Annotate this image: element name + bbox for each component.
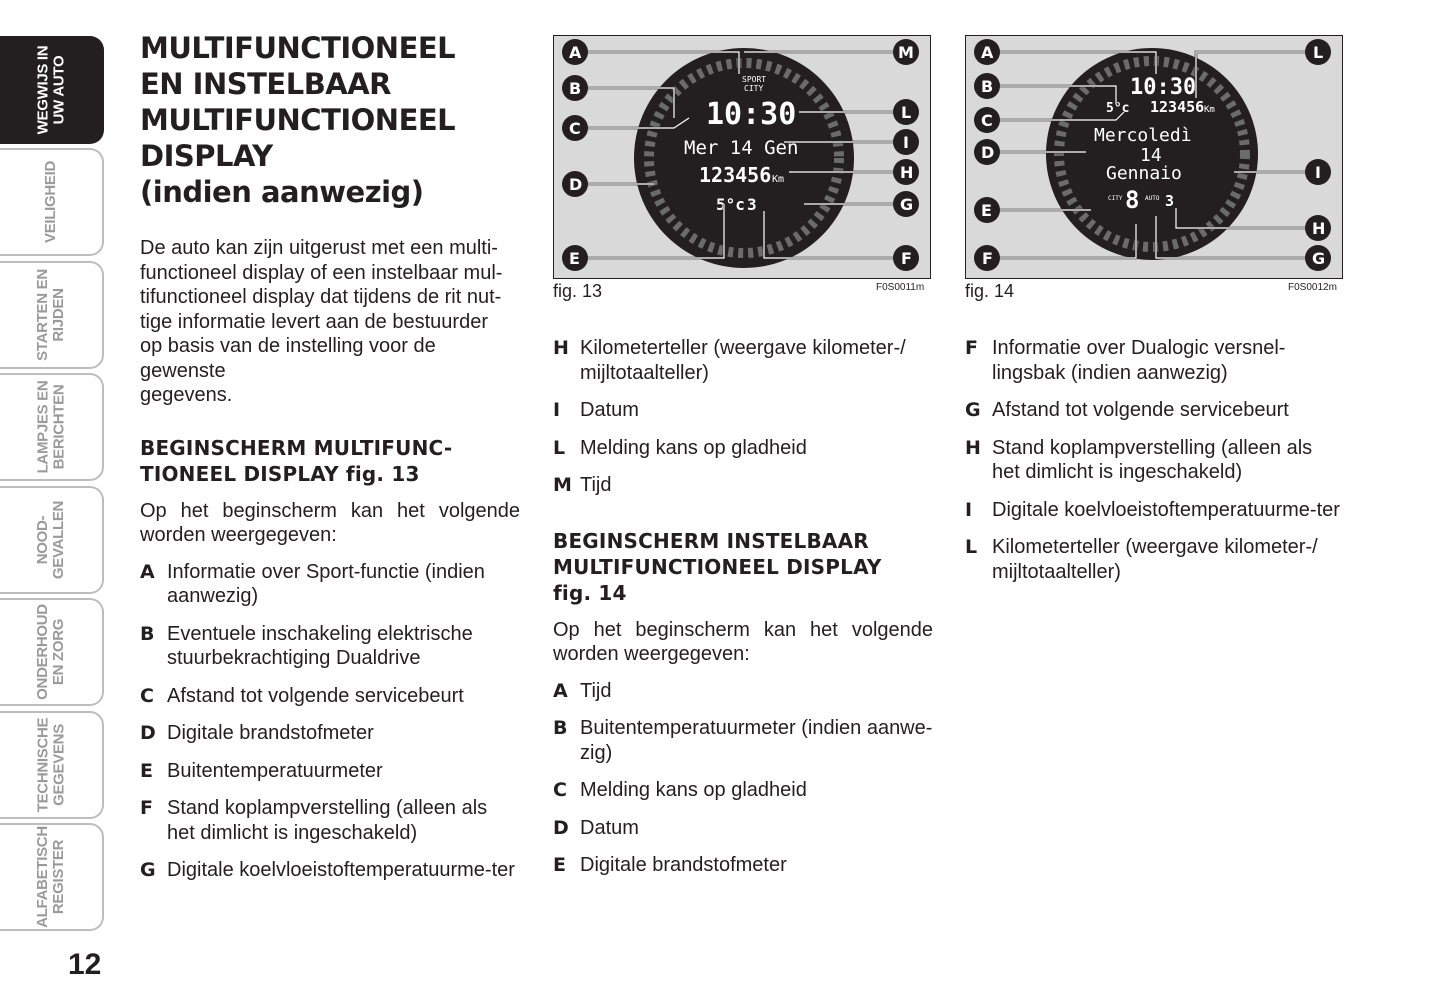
fig14-illustration — [966, 36, 1343, 279]
page-number: 12 — [68, 948, 102, 981]
list-item — [553, 816, 933, 841]
callout-label: A — [981, 43, 994, 62]
item-text: Datum — [580, 399, 639, 421]
lcd-month: Gennaio — [1106, 163, 1182, 184]
callouts-right — [1305, 39, 1331, 271]
section1-list — [140, 560, 520, 883]
lcd-gear: 8 — [1125, 186, 1140, 214]
section2-heading — [553, 528, 933, 606]
item-text: Tijd — [580, 474, 612, 496]
item-text: Kilometerteller (weergave kilometer-/ mijltotaalteller) — [580, 337, 906, 384]
list-item — [553, 336, 933, 385]
item-text: Afstand tot volgende servicebeurt — [992, 399, 1289, 421]
item-text: Informatie over Dualogic versnel-lingsbak (indien aanwezig) — [992, 337, 1286, 384]
list-item — [965, 535, 1345, 584]
item-letter: E — [553, 854, 566, 876]
heading-line: BEGINSCHERM MULTIFUNC- — [140, 435, 453, 460]
tab-noodgevallen[interactable] — [0, 486, 104, 594]
figure-13 — [553, 35, 931, 279]
list-item — [965, 436, 1345, 485]
section1-list-continued — [553, 336, 933, 498]
lcd-headlamp: 3 — [1165, 192, 1175, 210]
tab-technische[interactable] — [0, 711, 104, 819]
item-letter: I — [553, 399, 561, 421]
lcd-time: 10:30 — [706, 97, 797, 132]
heading-line: MULTIFUNCTIONEEL DISPLAY — [553, 554, 882, 579]
tab-veiligheid[interactable] — [0, 148, 104, 256]
callout-label: H — [900, 163, 914, 182]
lcd-auto: AUTO — [1145, 195, 1160, 202]
item-letter: B — [553, 717, 568, 739]
callout-label: L — [901, 103, 912, 122]
tab-label: ONDERHOUD EN ZORG — [33, 604, 67, 700]
list-item — [965, 398, 1345, 423]
callout-label: D — [981, 143, 995, 162]
list-item — [965, 336, 1345, 385]
intro-line: tifunctioneel display dat tijdens de rit nut- — [140, 286, 502, 308]
item-text: Informatie over Sport-functie (indien aanwezig) — [167, 560, 485, 607]
intro-line: op basis van de instelling voor de gewenste — [140, 335, 436, 382]
callout-label: G — [900, 195, 914, 214]
lcd-odometer: 123456 — [699, 163, 772, 187]
list-item — [140, 684, 520, 709]
callout-label: F — [982, 249, 993, 268]
item-text: Digitale koelvloeistoftemperatuurme-ter — [167, 859, 515, 881]
sport-label: SPORT — [742, 75, 767, 84]
section2-list — [553, 679, 933, 878]
section1-lead: Op het beginscherm kan het volgende worden weergegeven: — [140, 499, 520, 546]
list-item — [553, 473, 933, 498]
intro-line: gegevens. — [140, 384, 233, 406]
lcd-temp: 5°c — [716, 195, 745, 214]
list-item — [140, 796, 520, 845]
tab-label: LAMPJES EN BERICHTEN — [33, 380, 67, 474]
lcd-date: Mer 14 Gen — [684, 137, 799, 159]
item-letter: E — [140, 759, 153, 782]
item-letter: D — [140, 722, 156, 744]
callout-label: M — [898, 43, 914, 62]
item-letter: A — [140, 560, 155, 583]
tab-label: NOOD- GEVALLEN — [33, 500, 67, 580]
callout-label: L — [1313, 43, 1324, 62]
tab-wegwijs[interactable] — [0, 36, 104, 144]
tab-label: VEILIGHEID — [41, 160, 59, 244]
callout-label: D — [569, 175, 583, 194]
lcd-day: Mercoledì — [1094, 125, 1192, 146]
callouts-left — [562, 39, 588, 271]
callouts-right — [893, 39, 919, 271]
list-item — [140, 560, 520, 609]
item-letter: D — [553, 816, 569, 839]
title-subtitle: (indien aanwezig) — [140, 175, 424, 209]
item-text: Buitentemperatuurmeter — [167, 759, 383, 782]
item-letter: H — [965, 436, 981, 459]
list-item — [140, 858, 520, 883]
list-item — [553, 778, 933, 803]
section2-list-continued — [965, 336, 1345, 584]
callout-label: C — [569, 119, 581, 138]
lcd-headlamp: 3 — [747, 195, 757, 214]
city-label: CITY — [744, 84, 764, 93]
intro-line: tige informatie levert aan de bestuurder — [140, 310, 488, 333]
intro-line: De auto kan zijn uitgerust met een multi- — [140, 237, 498, 259]
callout-label: G — [1312, 249, 1326, 268]
callout-label: I — [903, 133, 909, 152]
title-line: EN INSTELBAAR — [140, 67, 392, 101]
list-item — [965, 498, 1345, 523]
callout-label: E — [569, 249, 580, 268]
list-item — [553, 679, 933, 704]
callout-label: A — [569, 43, 582, 62]
item-letter: L — [965, 536, 978, 558]
title-line: DISPLAY — [140, 139, 273, 173]
callout-label: H — [1312, 219, 1326, 238]
callout-label: E — [981, 201, 992, 220]
list-item — [553, 716, 933, 765]
list-item — [553, 436, 933, 461]
list-item — [553, 853, 933, 878]
list-item — [553, 398, 933, 423]
item-letter: A — [553, 679, 568, 702]
lcd-day-num: 14 — [1140, 145, 1162, 166]
callouts-left — [974, 39, 1000, 271]
item-letter: L — [553, 436, 566, 459]
fig13-caption: fig. 13 — [553, 281, 603, 301]
lcd-temp: 5°c — [1106, 101, 1130, 116]
callout-label: F — [901, 249, 912, 268]
fig14-caption: fig. 14 — [965, 281, 1015, 301]
tab-register[interactable] — [0, 823, 104, 931]
item-letter: C — [553, 779, 567, 801]
item-letter: B — [140, 622, 155, 645]
item-letter: G — [965, 399, 981, 421]
list-item — [140, 622, 520, 671]
title-line: MULTIFUNCTIONEEL — [140, 103, 456, 137]
title-line: MULTIFUNCTIONEEL — [140, 31, 456, 65]
column-2 — [553, 336, 933, 878]
lcd-odo-unit: Km — [1204, 105, 1215, 115]
heading-line: fig. 14 — [553, 580, 627, 605]
intro-line: functioneel display of een instelbaar mul- — [140, 261, 503, 284]
tab-label: TECHNISCHE GEGEVENS — [33, 717, 67, 813]
tab-label: STARTEN EN RIJDEN — [33, 269, 67, 361]
heading-line: TIONEEL DISPLAY fig. 13 — [140, 461, 420, 486]
lcd-odo-unit: Km — [772, 174, 785, 185]
tab-label: ALFABETISCH REGISTER — [33, 826, 67, 928]
list-item — [140, 721, 520, 746]
tab-onderhoud[interactable] — [0, 598, 104, 706]
callout-label: B — [981, 77, 994, 96]
item-text: Eventuele inschakeling elektrische stuurbekrachtiging Dualdrive — [167, 622, 473, 669]
item-letter: F — [140, 797, 153, 819]
tab-lampjes[interactable] — [0, 373, 104, 481]
item-text: Melding kans op gladheid — [580, 779, 807, 801]
callout-label: C — [981, 111, 993, 130]
column-3 — [965, 336, 1345, 584]
lcd-city: CITY — [1108, 195, 1123, 202]
fig13-illustration — [554, 36, 931, 279]
item-text: Afstand tot volgende servicebeurt — [167, 684, 464, 707]
figure-14 — [965, 35, 1343, 279]
lcd-odometer: 123456 — [1150, 98, 1205, 116]
item-letter: G — [140, 859, 156, 881]
heading-line: BEGINSCHERM INSTELBAAR — [553, 528, 869, 553]
item-letter: M — [553, 474, 572, 496]
page-title — [140, 30, 520, 210]
item-text: Datum — [580, 816, 639, 839]
fig13-code: F0S0011m — [876, 282, 925, 293]
section2-lead: Op het beginscherm kan het volgende worden weergegeven: — [553, 618, 933, 665]
item-text: Digitale brandstofmeter — [167, 722, 374, 744]
item-letter: H — [553, 337, 569, 359]
item-text: Stand koplampverstelling (alleen als het dimlicht is ingeschakeld) — [992, 436, 1313, 483]
item-letter: F — [965, 337, 978, 359]
lcd-time: 10:30 — [1130, 75, 1197, 100]
item-text: Digitale brandstofmeter — [580, 854, 787, 876]
item-letter: I — [965, 498, 973, 521]
callout-label: I — [1315, 163, 1321, 182]
list-item — [140, 759, 520, 784]
fig14-code: F0S0012m — [1288, 282, 1337, 293]
callout-label: B — [569, 79, 582, 98]
item-text: Melding kans op gladheid — [580, 436, 807, 459]
item-text: Tijd — [580, 679, 612, 702]
column-1 — [140, 30, 520, 883]
item-text: Stand koplampverstelling (alleen als het dimlicht is ingeschakeld) — [167, 797, 488, 844]
item-text: Buitentemperatuurmeter (indien aanwe-zig) — [580, 717, 933, 764]
item-text: Kilometerteller (weergave kilometer-/ mijltotaalteller) — [992, 536, 1318, 583]
item-letter: C — [140, 684, 154, 707]
tab-starten[interactable] — [0, 261, 104, 369]
item-text: Digitale koelvloeistoftemperatuurme-ter — [992, 498, 1340, 521]
intro-paragraph — [140, 236, 520, 408]
section1-heading — [140, 435, 520, 487]
tab-label: WEGWIJS IN UW AUTO — [33, 45, 67, 135]
